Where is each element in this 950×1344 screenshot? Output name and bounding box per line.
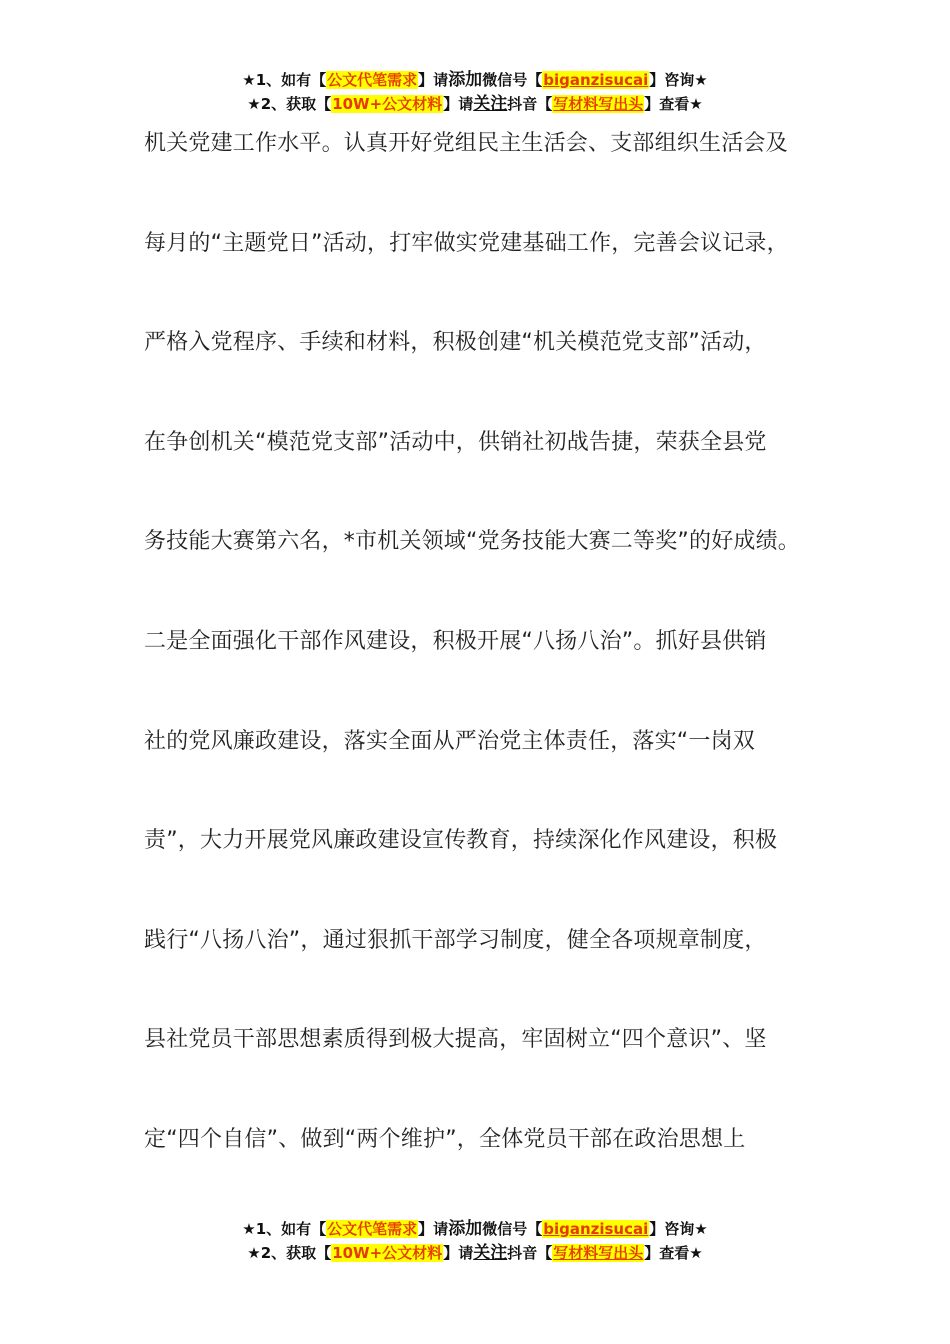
header-banner [0, 68, 950, 116]
banner-highlight-wechat-id: biganzisucai [543, 71, 649, 89]
banner-highlight-douyin: 写材料写出头 [553, 95, 644, 113]
banner-suffix: 】咨询★ [649, 1220, 708, 1238]
footer-banner-line-1 [0, 1217, 950, 1241]
banner-highlight-wechat-id: biganzisucai [543, 1220, 649, 1238]
banner-text: 抖音【 [507, 95, 553, 113]
banner-emphasis: 添加 [448, 1219, 483, 1239]
banner-text: 微信号【 [482, 1220, 543, 1238]
banner-highlight-materials: 10W+公文材料 [332, 95, 443, 113]
banner-emphasis: 关注 [473, 94, 508, 114]
banner-highlight-service: 公文代笔需求 [327, 71, 418, 89]
banner-text: 抖音【 [507, 1244, 553, 1262]
banner-highlight-materials: 10W+公文材料 [332, 1244, 443, 1262]
banner-emphasis: 添加 [448, 70, 483, 90]
header-banner-line-2 [0, 92, 950, 116]
document-body [144, 120, 844, 1216]
body-line: 务技能大赛第六名，*市机关领域“党务技能大赛二等奖”的好成绩。 [144, 529, 800, 555]
body-line: 每月的“主题党日”活动，打牢做实党建基础工作，完善会议记录， [144, 230, 789, 256]
body-line: 社的党风廉政建设，落实全面从严治党主体责任，落实“一岗双 [144, 728, 755, 754]
banner-prefix: ★2、获取【 [247, 95, 332, 113]
banner-suffix: 】查看★ [644, 1244, 703, 1262]
banner-prefix: ★1、如有【 [242, 1220, 327, 1238]
footer-banner-line-2 [0, 1241, 950, 1265]
banner-text: 微信号【 [482, 71, 543, 89]
body-line: 定“四个自信”、做到“两个维护”，全体党员干部在政治思想上 [144, 1126, 746, 1152]
footer-banner [0, 1217, 950, 1265]
banner-text: 】请 [443, 1244, 474, 1262]
header-banner-line-1 [0, 68, 950, 92]
body-line: 二是全面强化干部作风建设，积极开展“八扬八治”。抓好县供销 [144, 628, 767, 654]
banner-suffix: 】咨询★ [649, 71, 708, 89]
banner-emphasis: 关注 [473, 1243, 508, 1263]
banner-text: 】请 [443, 95, 474, 113]
banner-suffix: 】查看★ [644, 95, 703, 113]
body-line: 践行“八扬八治”，通过狠抓干部学习制度，健全各项规章制度， [144, 927, 767, 953]
body-line: 机关党建工作水平。认真开好党组民主生活会、支部组织生活会及 [144, 131, 788, 156]
banner-highlight-service: 公文代笔需求 [327, 1220, 418, 1238]
body-line: 在争创机关“模范党支部”活动中，供销社初战告捷，荣获全县党 [144, 429, 767, 455]
body-line: 县社党员干部思想素质得到极大提高，牢固树立“四个意识”、坚 [144, 1027, 767, 1053]
banner-highlight-douyin: 写材料写出头 [553, 1244, 644, 1262]
banner-text: 】请 [418, 71, 449, 89]
banner-prefix: ★2、获取【 [247, 1244, 332, 1262]
banner-prefix: ★1、如有【 [242, 71, 327, 89]
body-line: 严格入党程序、手续和材料，积极创建“机关模范党支部”活动， [144, 330, 767, 356]
body-line: 责”，大力开展党风廉政建设宣传教育，持续深化作风建设，积极 [144, 828, 778, 854]
banner-text: 】请 [418, 1220, 449, 1238]
